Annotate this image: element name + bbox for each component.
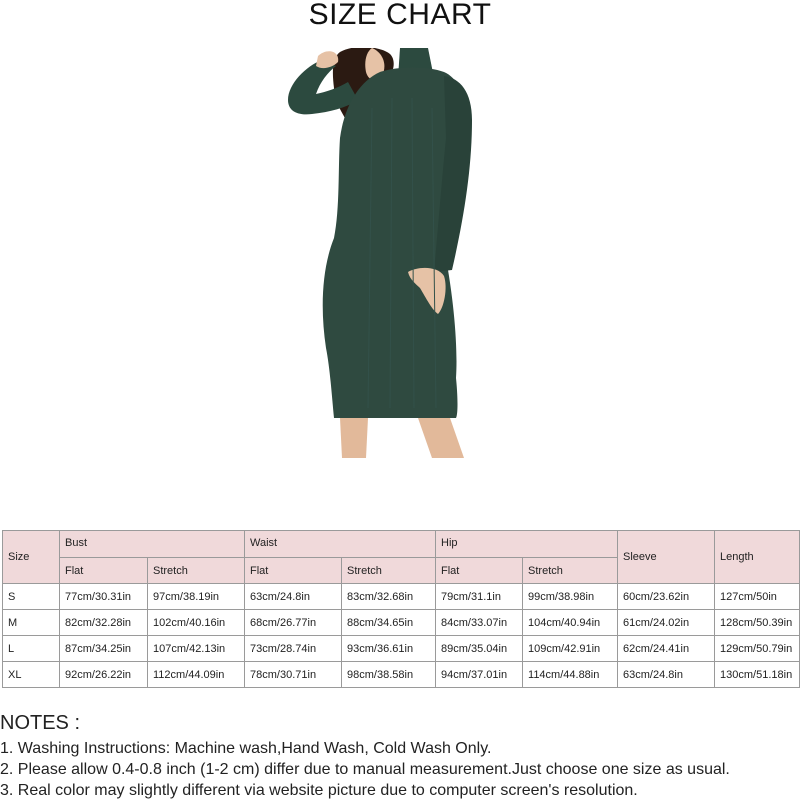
note-item: 3. Real color may slightly different via website picture due to computer screen's resolution. [0, 782, 638, 799]
dress-model-icon [222, 48, 556, 458]
header-bust: Bust [60, 531, 245, 558]
cell-waist-flat: 63cm/24.8in [245, 584, 342, 610]
notes-section [0, 710, 800, 801]
header-size: Size [3, 531, 60, 584]
subheader-bust-flat: Flat [60, 558, 148, 584]
cell-waist-flat: 73cm/28.74in [245, 636, 342, 662]
subheader-hip-stretch: Stretch [523, 558, 618, 584]
cell-length: 129cm/50.79in [715, 636, 800, 662]
cell-sleeve: 60cm/23.62in [618, 584, 715, 610]
size-chart-table [2, 530, 800, 688]
subheader-waist-stretch: Stretch [342, 558, 436, 584]
cell-waist-flat: 68cm/26.77in [245, 610, 342, 636]
cell-bust-stretch: 107cm/42.13in [148, 636, 245, 662]
table-row [3, 584, 800, 610]
cell-size: L [3, 636, 60, 662]
cell-waist-stretch: 83cm/32.68in [342, 584, 436, 610]
table-row [3, 636, 800, 662]
cell-size: S [3, 584, 60, 610]
header-sleeve: Sleeve [618, 531, 715, 584]
header-waist: Waist [245, 531, 436, 558]
cell-hip-flat: 94cm/37.01in [436, 662, 523, 688]
subheader-waist-flat: Flat [245, 558, 342, 584]
cell-size: XL [3, 662, 60, 688]
cell-hip-stretch: 109cm/42.91in [523, 636, 618, 662]
cell-size: M [3, 610, 60, 636]
cell-hip-flat: 79cm/31.1in [436, 584, 523, 610]
cell-length: 130cm/51.18in [715, 662, 800, 688]
note-item: 2. Please allow 0.4-0.8 inch (1-2 cm) differ due to manual measurement.Just choose one size as usual. [0, 761, 730, 778]
cell-hip-stretch: 114cm/44.88in [523, 662, 618, 688]
cell-waist-stretch: 93cm/36.61in [342, 636, 436, 662]
cell-waist-stretch: 98cm/38.58in [342, 662, 436, 688]
cell-hip-flat: 84cm/33.07in [436, 610, 523, 636]
notes-title: NOTES : [0, 712, 81, 734]
cell-sleeve: 61cm/24.02in [618, 610, 715, 636]
header-hip: Hip [436, 531, 618, 558]
page-title: SIZE CHART [308, 0, 492, 31]
subheader-hip-flat: Flat [436, 558, 523, 584]
cell-bust-flat: 82cm/32.28in [60, 610, 148, 636]
cell-length: 128cm/50.39in [715, 610, 800, 636]
cell-hip-stretch: 104cm/40.94in [523, 610, 618, 636]
cell-bust-stretch: 97cm/38.19in [148, 584, 245, 610]
cell-bust-stretch: 102cm/40.16in [148, 610, 245, 636]
cell-hip-flat: 89cm/35.04in [436, 636, 523, 662]
note-item: 1. Washing Instructions: Machine wash,Hand Wash, Cold Wash Only. [0, 740, 492, 757]
subheader-bust-stretch: Stretch [148, 558, 245, 584]
cell-waist-stretch: 88cm/34.65in [342, 610, 436, 636]
header-length: Length [715, 531, 800, 584]
cell-bust-flat: 92cm/26.22in [60, 662, 148, 688]
cell-hip-stretch: 99cm/38.98in [523, 584, 618, 610]
cell-bust-stretch: 112cm/44.09in [148, 662, 245, 688]
table-row [3, 610, 800, 636]
table-row [3, 662, 800, 688]
cell-length: 127cm/50in [715, 584, 800, 610]
dress-model-image [222, 48, 556, 458]
cell-waist-flat: 78cm/30.71in [245, 662, 342, 688]
cell-sleeve: 63cm/24.8in [618, 662, 715, 688]
cell-bust-flat: 87cm/34.25in [60, 636, 148, 662]
cell-sleeve: 62cm/24.41in [618, 636, 715, 662]
cell-bust-flat: 77cm/30.31in [60, 584, 148, 610]
